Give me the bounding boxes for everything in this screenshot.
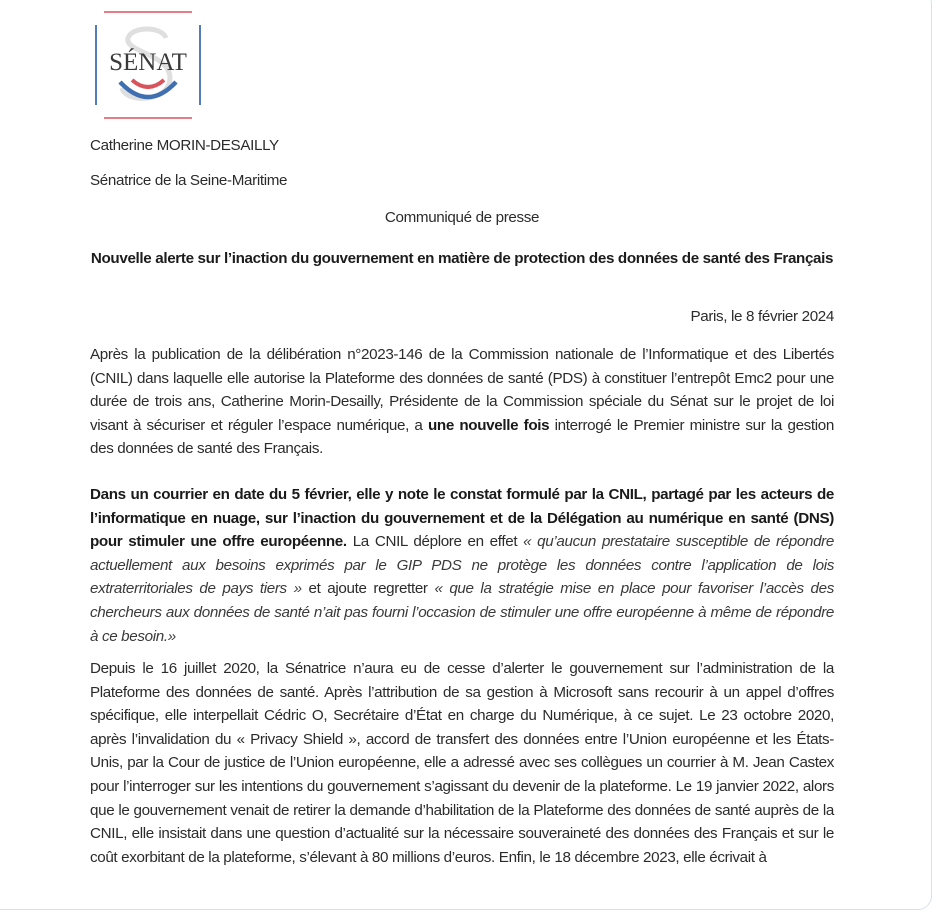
paragraph: [90, 343, 834, 461]
emphasis-text: une nouvelle fois: [427, 416, 550, 434]
logo-text: SÉNAT: [109, 49, 187, 76]
body-text: interrogé le Premier ministre sur la gestion des données de santé des Français.: [90, 416, 834, 458]
body-text: Depuis le 16 juillet 2020, la Sénatrice n’aura eu de cesse d’alerter le gouvernement sur l’administration de la Plateforme des données de santé. Après l’attribution de sa gestion à Microsoft sans recourir à un appel d’offres spécifique, elle interpellait Cédric O, Secrétaire d’État en charge du Numérique, à ce sujet. Le 23 octobre 2020, après l’invalidation du « Privacy Shield », accord de transfert des données entre l’Union européenne et les États-Unis, par la Cour de justice de l’Union européenne, elle a adressé avec ses collègues un courrier à M. Jean Castex pour l’interroger sur les intentions du gouvernement s’agissant du devenir de la plateforme. Le 19 janvier 2022, alors que le gouvernement venait de retirer la demande d’habilitation de la Plateforme des données de santé auprès de la CNIL, elle insistait dans une question d’actualité sur la nécessaire souveraineté des données des Français et sur le coût exorbitant de la plateforme, s’élevant à 80 millions d’euros. Enfin, le 18 décembre 2023, elle écrivait à: [90, 660, 834, 866]
author-role: Sénatrice de la Seine-Maritime: [90, 172, 288, 189]
document-kind: Communiqué de presse: [384, 209, 540, 226]
senat-logo-icon: [92, 8, 204, 122]
body-text: et ajoute regretter: [301, 580, 435, 598]
emphasis-text: Dans un courrier en date du 5 février, elle y note le constat formulé par la CNIL, partagé par les acteurs de l’informatique en nuage, sur l’inaction du gouvernement et de la Délégation au numérique en santé (DNS) pour stimuler une offre européenne.: [90, 486, 834, 551]
body-text: La CNIL déplore en effet: [346, 533, 524, 551]
logo-red-arc: [132, 80, 164, 87]
quote-text: « qu’aucun prestataire susceptible de répondre actuellement aux besoins exprimés par le GIP PDS ne protège les données contre l’application de lois extraterritoriales de pays tiers »: [90, 533, 834, 598]
paragraph: [90, 657, 834, 869]
author-name: Catherine MORIN-DESAILLY: [90, 137, 279, 154]
quote-text: « que la stratégie mise en place pour favoriser l’accès des chercheurs aux données de santé n’ait pas fourni l’occasion de stimuler une offre européenne à même de répondre à ce besoin.»: [90, 580, 834, 645]
body-text: Après la publication de la délibération n°2023-146 de la Commission nationale de l’Informatique et des Libertés (CNIL) dans laquelle elle autorise la Plateforme des données de santé (PDS) à constituer l’entrepôt Emc2 pour une durée de trois ans, Catherine Morin-Desailly, Présidente de la Commission spéciale du Sénat sur le projet de loi visant à sécuriser et réguler l’espace numérique, a: [90, 346, 834, 434]
headline: Nouvelle alerte sur l’inaction du gouvernement en matière de protection des données de santé des Français: [90, 250, 834, 267]
paragraph: [90, 483, 834, 648]
senat-logo: [92, 8, 204, 122]
date-line: Paris, le 8 février 2024: [690, 308, 834, 325]
